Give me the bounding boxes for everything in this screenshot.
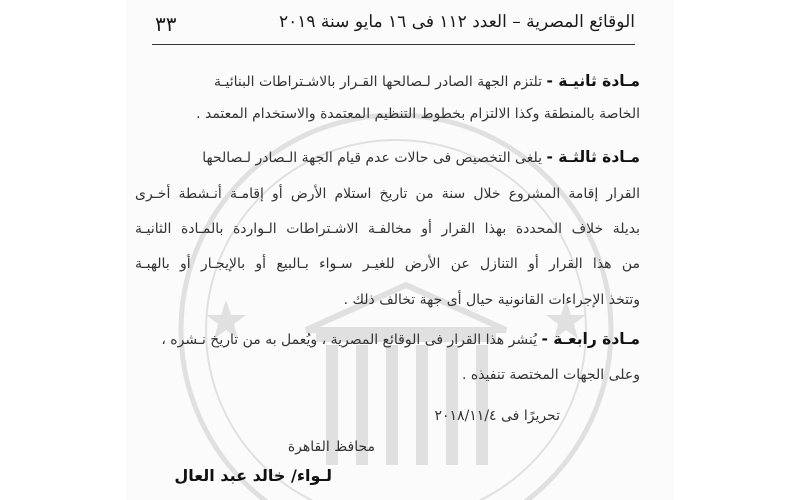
- left-margin: [0, 0, 126, 500]
- right-margin: [674, 0, 800, 500]
- header-rule: [152, 44, 635, 45]
- article4-line2: وعلى الجهات المختصة تنفيذه .: [461, 367, 640, 383]
- article3-line1: [202, 148, 640, 166]
- article2-text1: تلتزم الجهة الصادر لـصالحها القـرار بالاشـتراطات البنائيـة: [213, 74, 543, 90]
- article3-line3: بديلة خلاف المحددة بهذا القرار أو مخالفـة الاشـتراطات الـواردة بالمـادة الثانيـة: [135, 221, 640, 237]
- gazette-header: [155, 12, 635, 38]
- article4-label: مـادة رابعـة -: [541, 330, 640, 348]
- article3-line2: القرار إقامة المشروع خلال سنة من تاريخ استلام الأرض أو إقامـة أنـشطة أخـرى: [135, 186, 640, 202]
- page-number: ٣٣: [155, 12, 177, 36]
- article3-line5: وتتخذ الإجراءات القانونية حيال أى جهة تخالف ذلك .: [343, 292, 640, 308]
- header-title: الوقائع المصرية – العدد ١١٢ فى ١٦ مايو سنة ٢٠١٩: [279, 12, 635, 32]
- article2-label: مـادة ثانيـة -: [546, 72, 640, 90]
- article4-text1: يُنشر هذا القرار فى الوقائع المصرية ، ويُعمل به من تاريخ نـشره ،: [161, 332, 537, 348]
- article3-line4: من هذا القرار أو التنازل عن الأرض للغيـر سـواء بـالبيع أو بالإيجـار أو بالهبـة: [135, 256, 640, 272]
- article3-label: مـادة ثالثـة -: [546, 148, 640, 166]
- article3-text1: يلغى التخصيص فى حالات عدم قيام الجهة الـصادر لـصالحها: [202, 150, 543, 166]
- issue-date: تحريرًا فى ٢٠١٨/١١/٤: [434, 408, 560, 424]
- signatory-title: محافظ القاهرة: [287, 439, 375, 455]
- article2-line1: [214, 72, 640, 90]
- signatory-name: لـواء/ خالد عبد العال: [174, 466, 332, 485]
- article2-line2: الخاصة بالمنطقة وكذا الالتزام بخطوط التنظيم المعتمدة والاستخدام المعتمد .: [196, 106, 640, 122]
- article4-line1: [161, 330, 640, 348]
